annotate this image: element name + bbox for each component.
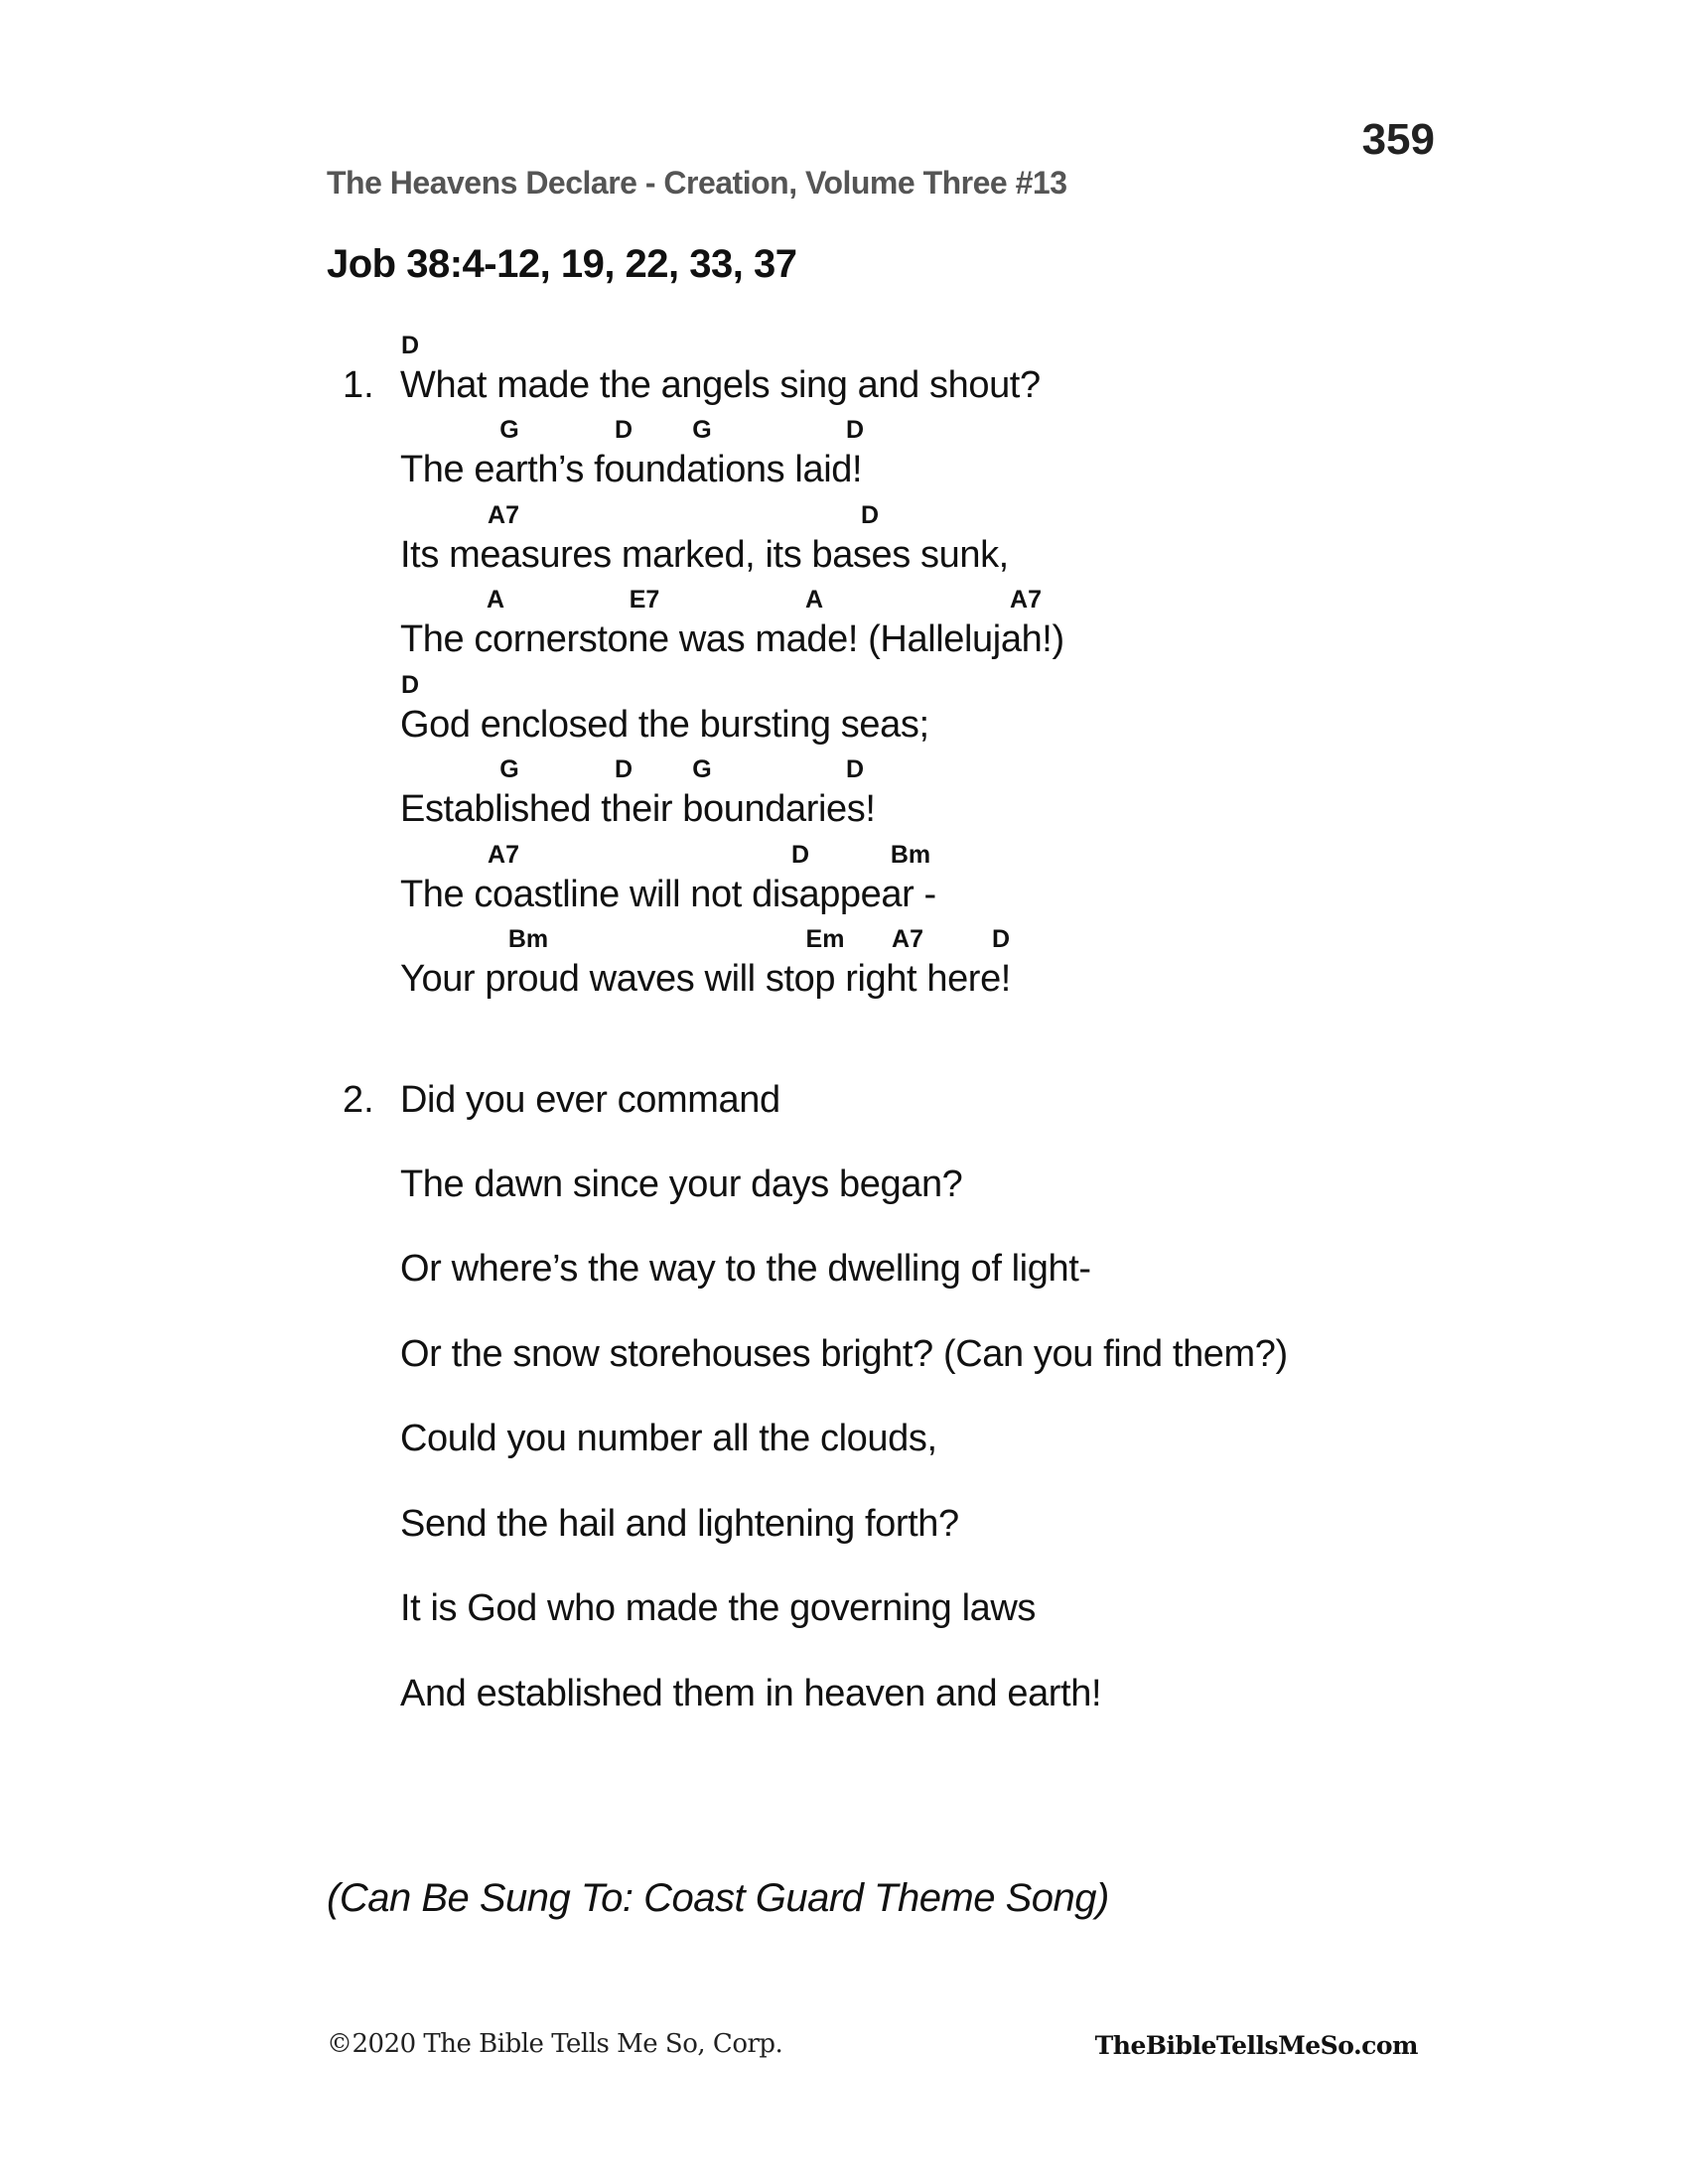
- chord: Bm: [890, 841, 931, 869]
- scripture-reference: Job 38:4-12, 19, 22, 33, 37: [327, 242, 797, 286]
- chord: D: [614, 416, 633, 444]
- website: TheBibleTellsMeSo.com: [1094, 2031, 1418, 2060]
- chord: E7: [629, 586, 660, 614]
- lyric-line: The coastline will not disappear -: [400, 874, 936, 915]
- chord: D: [614, 755, 633, 783]
- verse-number: 1.: [343, 364, 374, 406]
- chord: D: [400, 671, 420, 699]
- page-number: 359: [1361, 115, 1435, 164]
- chord: D: [790, 841, 810, 869]
- copyright: ©2020 The Bible Tells Me So, Corp.: [327, 2029, 783, 2059]
- lyric-line: The dawn since your days began?: [400, 1163, 963, 1205]
- song-header: The Heavens Declare - Creation, Volume Three #13: [327, 165, 1067, 201]
- chord: A7: [488, 841, 519, 869]
- chord: D: [860, 501, 880, 529]
- lyric-line: And established them in heaven and earth!: [400, 1673, 1102, 1714]
- chord: G: [499, 755, 519, 783]
- chord: D: [400, 332, 420, 359]
- lyric-line: Send the hail and lightening forth?: [400, 1503, 959, 1545]
- lyric-line: Or where’s the way to the dwelling of light-: [400, 1248, 1091, 1290]
- chord: A7: [1010, 586, 1042, 614]
- lyric-line: God enclosed the bursting seas;: [400, 704, 929, 746]
- chord: A7: [488, 501, 519, 529]
- lyric-line: Or the snow storehouses bright? (Can you find them?): [400, 1333, 1288, 1375]
- chord: D: [845, 755, 865, 783]
- chord: D: [991, 925, 1011, 953]
- lyric-line: Did you ever command: [400, 1079, 780, 1121]
- lyric-line: The cornerstone was made! (Hallelujah!): [400, 618, 1064, 660]
- verse-number: 2.: [343, 1079, 374, 1121]
- lyric-line: Its measures marked, its bases sunk,: [400, 534, 1009, 576]
- chord: A: [486, 586, 505, 614]
- lyric-line: Your proud waves will stop right here!: [400, 958, 1011, 1000]
- lyric-line: The earth’s foundations laid!: [400, 449, 863, 490]
- chord: Bm: [507, 925, 549, 953]
- tune-note: (Can Be Sung To: Coast Guard Theme Song): [327, 1876, 1109, 1920]
- chord: G: [499, 416, 519, 444]
- chord: G: [692, 416, 712, 444]
- lyric-line: What made the angels sing and shout?: [400, 364, 1041, 406]
- chord: G: [692, 755, 712, 783]
- lyric-line: Established their boundaries!: [400, 788, 876, 830]
- chord: Em: [805, 925, 845, 953]
- chord: D: [845, 416, 865, 444]
- chord: A7: [892, 925, 923, 953]
- chord: A: [804, 586, 824, 614]
- lyric-line: Could you number all the clouds,: [400, 1418, 937, 1459]
- lyric-line: It is God who made the governing laws: [400, 1587, 1036, 1629]
